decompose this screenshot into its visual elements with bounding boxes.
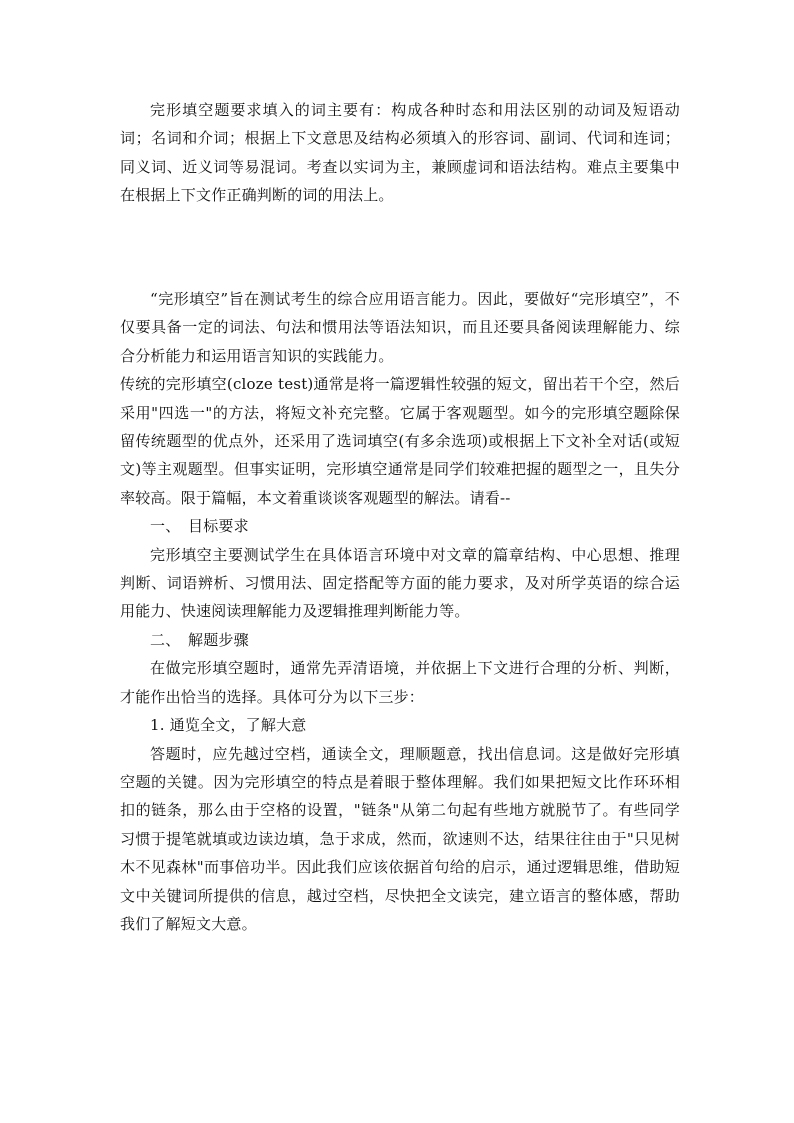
paragraph-traditional-cloze: 传统的完形填空(cloze test)通常是将一篇逻辑性较强的短文，留出若干个空，然后采用"四选一"的方法，将短文补充完整。它属于客观题型。如今的完形填空题除保留传统题型的优点外，还采用了选词填空(有多余选项)或根据上下文补全对话(或短文)等主观题型。但事实证明，完形填空通常是同学们较难把握的题型之一，且失分率较高。限于篇幅，本文着重谈谈客观题型的解法。请看--	[120, 375, 680, 507]
step-heading-overview: 1. 通览全文，了解大意	[150, 716, 307, 735]
main-block	[120, 285, 680, 938]
intro-paragraph: 完形填空题要求填入的词主要有：构成各种时态和用法区别的动词及短语动词；名词和介词；根据上下文意思及结构必须填入的形容词、副词、代词和连词；同义词、近义词等易混词。考查以实词为主，兼顾虚词和语法结构。难点主要集中在根据上下文作正确判断的词的用法上。	[120, 101, 680, 205]
paragraph-goals: 完形填空主要测试学生在具体语言环境中对文章的篇章结构、中心思想、推理判断、词语辨析、习惯用法、固定搭配等方面的能力要求，及对所学英语的综合运用能力、快速阅读理解能力及逻辑推理判断能力等。	[120, 545, 680, 621]
paragraph-overview: 答题时，应先越过空档，通读全文，理顺题意，找出信息词。这是做好完形填空题的关键。因为完形填空的特点是着眼于整体理解。我们如果把短文比作环环相扣的链条，那么由于空格的设置，"链条"从第二句起有些地方就脱节了。有些同学习惯于提笔就填或边读边填，急于求成，然而，欲速则不达，结果往往由于"只见树木不见森林"而事倍功半。因此我们应该依据首句给的启示，通过逻辑思维，借助短文中关键词所提供的信息，越过空档，尽快把全文读完，建立语言的整体感，帮助我们了解短文大意。	[120, 744, 680, 933]
section-number: 一、	[150, 517, 181, 536]
intro-block	[120, 96, 680, 210]
section-heading-goals	[120, 512, 680, 540]
paragraph-steps: 在做完形填空题时，通常先弄清语境，并依据上下文进行合理的分析、判断，才能作出恰当的选择。具体可分为以下三步：	[120, 659, 680, 706]
section-title: 目标要求	[188, 517, 249, 536]
section-number: 二、	[150, 630, 181, 649]
section-title: 解题步骤	[188, 630, 249, 649]
section-heading-steps	[120, 626, 680, 654]
paragraph-purpose: “完形填空”旨在测试考生的综合应用语言能力。因此，要做好“完形填空”，不仅要具备一定的词法、句法和惯用法等语法知识，而且还要具备阅读理解能力、综合分析能力和运用语言知识的实践能力。	[120, 290, 680, 365]
